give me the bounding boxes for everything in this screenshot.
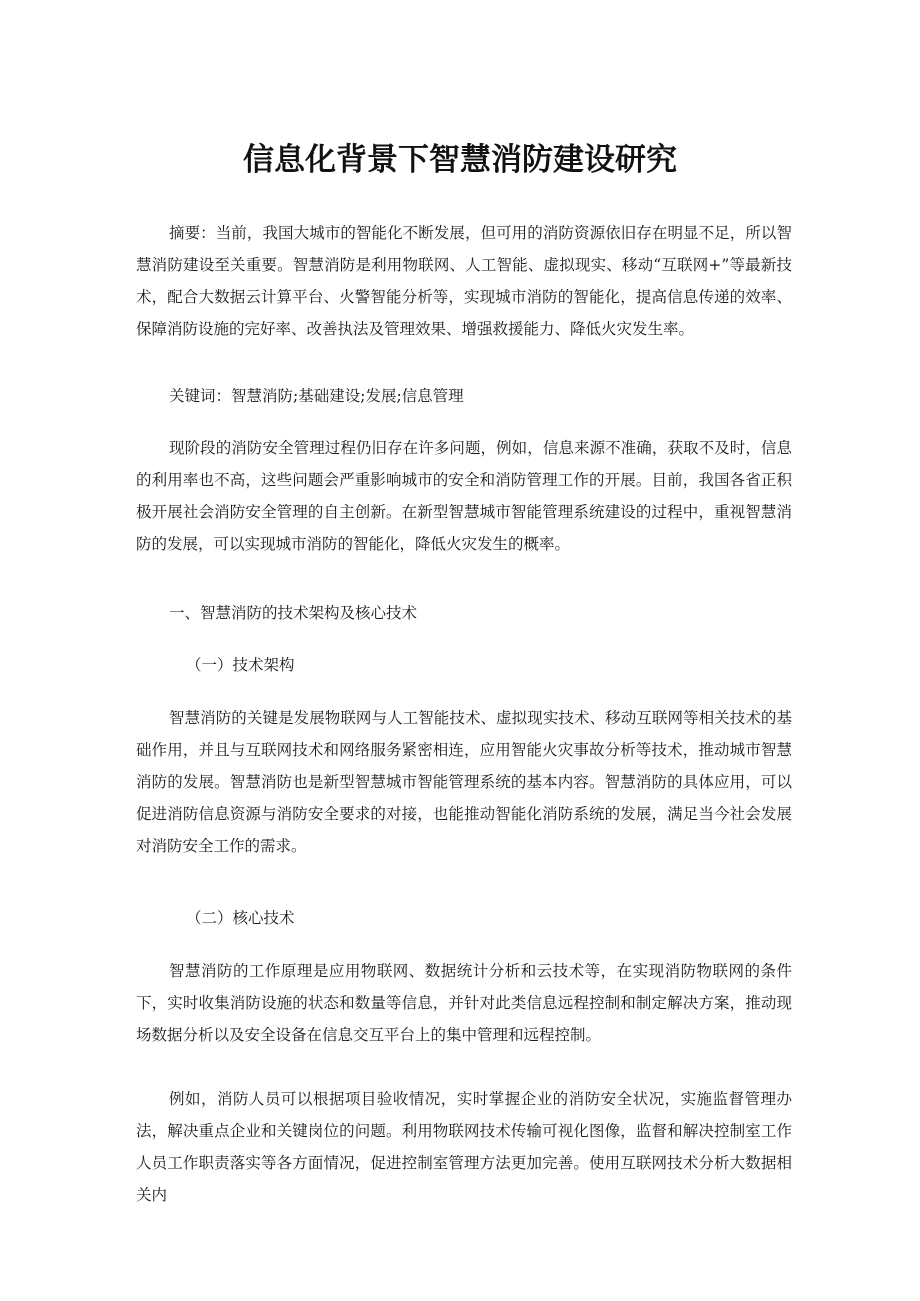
section-heading-1: 一、智慧消防的技术架构及核心技术 — [169, 604, 418, 622]
page-title: 信息化背景下智慧消防建设研究 — [243, 142, 677, 178]
abstract-paragraph: 摘要：当前，我国大城市的智能化不断发展，但可用的消防资源依旧存在明显不足，所以智慧消防建设至关重要。智慧消防是利用物联网、人工智能、虚拟现实、移动“互联网+”等最新技术，配合大数据云计算平台、火警智能分析等，实现城市消防的智能化，提高信息传递的效率、保障消防设施的完好率、改善执法及管理效果、增强救援能力、降低火灾发生率。 — [136, 224, 792, 338]
subsection-1-paragraph: 智慧消防的关键是发展物联网与人工智能技术、虚拟现实技术、移动互联网等相关技术的基础作用，并且与互联网技术和网络服务紧密相连，应用智能火灾事故分析等技术，推动城市智慧消防的发展。智慧消防也是新型智慧城市智能管理系统的基本内容。智慧消防的具体应用，可以促进消防信息资源与消防安全要求的对接，也能推动智能化消防系统的发展，满足当今社会发展对消防安全工作的需求。 — [136, 709, 792, 855]
subsection-heading-1: （一）技术架构 — [186, 656, 295, 674]
intro-paragraph: 现阶段的消防安全管理过程仍旧存在许多问题，例如，信息来源不准确，获取不及时，信息的利用率也不高，这些问题会严重影响城市的安全和消防管理工作的开展。目前，我国各省正积极开展社会消防安全管理的自主创新。在新型智慧城市智能管理系统建设的过程中，重视智慧消防的发展，可以实现城市消防的智能化，降低火灾发生的概率。 — [136, 439, 792, 553]
example-paragraph: 例如，消防人员可以根据项目验收情况，实时掌握企业的消防安全状况，实施监督管理办法，解决重点企业和关键岗位的问题。利用物联网技术传输可视化图像，监督和解决控制室工作人员工作职责落实等各方面情况，促进控制室管理方法更加完善。使用互联网技术分析大数据相关内 — [136, 1090, 792, 1204]
keywords-line: 关键词：智慧消防;基础建设;发展;信息管理 — [169, 387, 464, 405]
subsection-2-paragraph: 智慧消防的工作原理是应用物联网、数据统计分析和云技术等，在实现消防物联网的条件下，实时收集消防设施的状态和数量等信息，并针对此类信息远程控制和制定解决方案，推动现场数据分析以及安全设备在信息交互平台上的集中管理和远程控制。 — [136, 962, 792, 1044]
subsection-heading-2: （二）核心技术 — [186, 909, 295, 927]
